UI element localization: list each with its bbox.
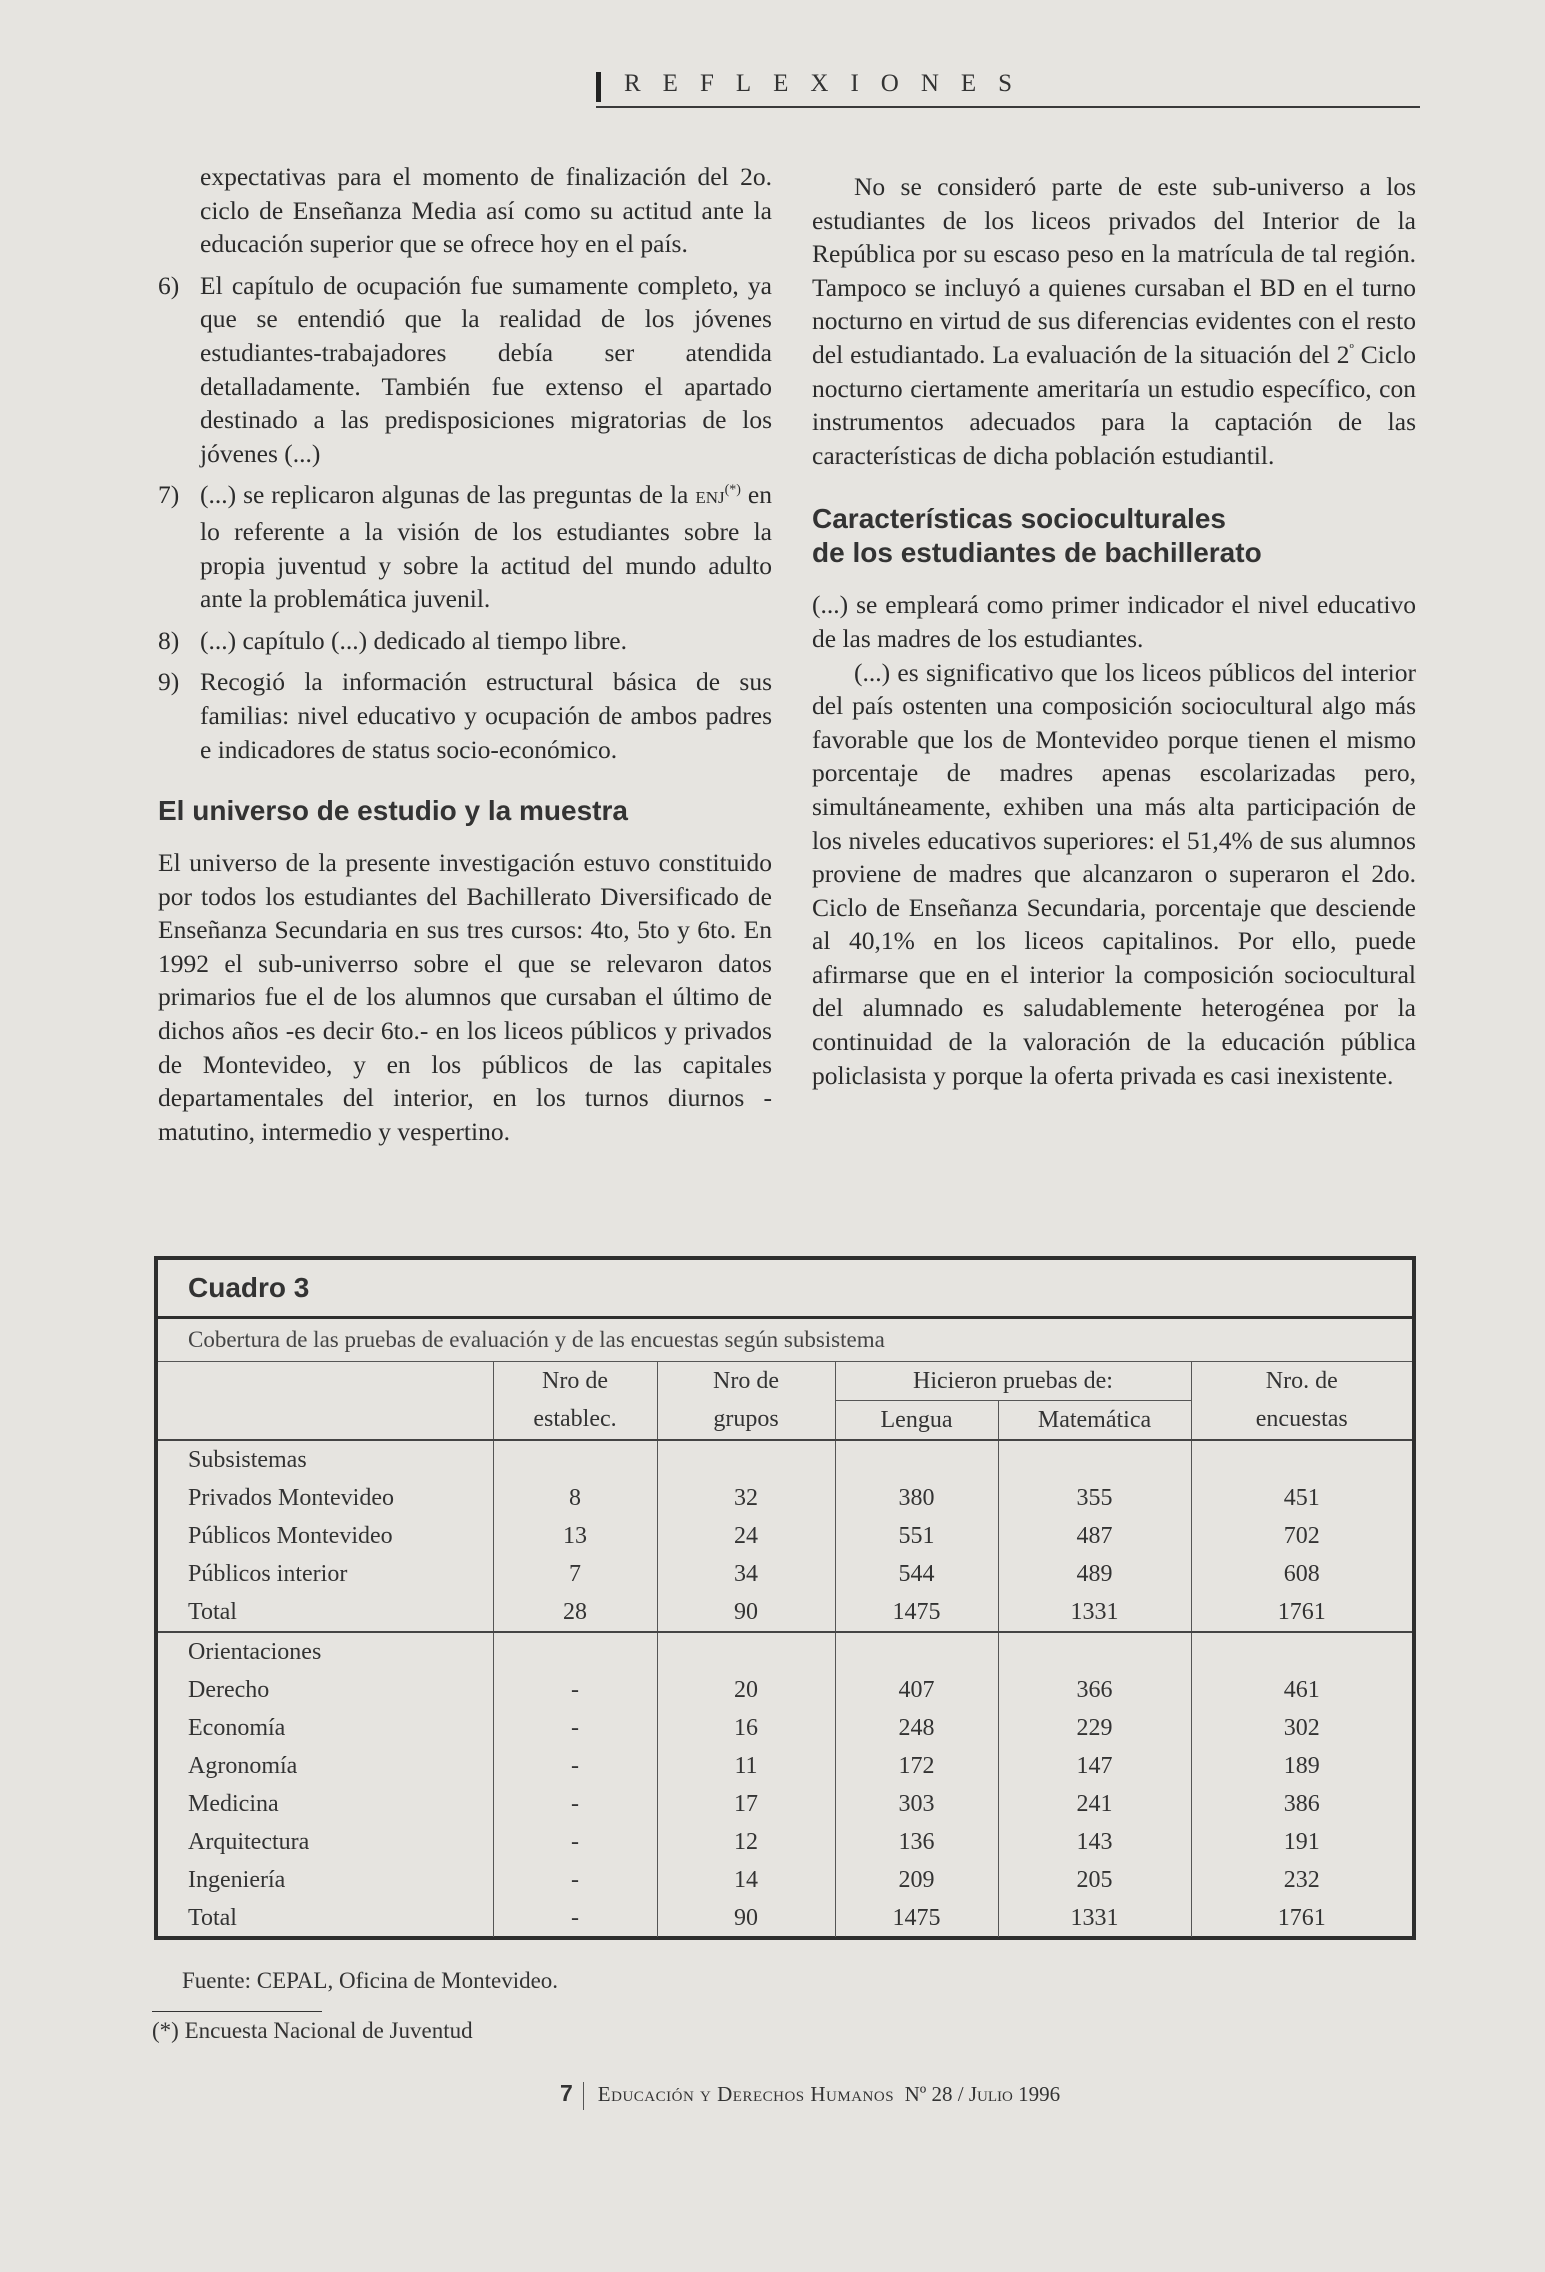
- table-row: [158, 1671, 1412, 1709]
- header-nro-grupos-2: grupos: [657, 1401, 835, 1441]
- list-item-7: [158, 478, 772, 615]
- table-cell: 303: [835, 1785, 998, 1823]
- group-orientaciones: [158, 1632, 1412, 1937]
- table-row: [158, 1555, 1412, 1593]
- table-subtitle: Cobertura de las pruebas de evaluación y de las encuestas según subsistema: [158, 1319, 1412, 1362]
- table-cell: 380: [835, 1479, 998, 1517]
- table-header-row-1: [158, 1362, 1412, 1401]
- table-cell: 12: [657, 1823, 835, 1861]
- table-cell: 241: [998, 1785, 1191, 1823]
- item-text-before: (...) se replicaron algunas de las preguntas de la: [200, 480, 696, 510]
- group-subsistemas: [158, 1440, 1412, 1632]
- table-row: [158, 1861, 1412, 1899]
- table-cell: 1761: [1191, 1593, 1412, 1632]
- table-cell: 461: [1191, 1671, 1412, 1709]
- table-cell: 20: [657, 1671, 835, 1709]
- empty-cell: [1191, 1632, 1412, 1671]
- table-row: [158, 1479, 1412, 1517]
- header-nro-establec-1: Nro de: [493, 1362, 657, 1401]
- item-text: [200, 478, 772, 615]
- table-row: [158, 1747, 1412, 1785]
- table-row: [158, 1899, 1412, 1937]
- coverage-table: [158, 1362, 1412, 1937]
- section-heading-caracteristicas: [812, 502, 1416, 570]
- table-cell: 1331: [998, 1593, 1191, 1632]
- table-cell: 11: [657, 1747, 835, 1785]
- paragraph-text-before: No se consideró parte de este sub-universo a los estudiantes de los liceos privados del Interior de la República por su escaso peso en la matrícula de tal región. Tampoco se incluyó a quienes cursaban el BD en el turno nocturno en virtud de sus diferencias evidentes con el resto del estudiantado. La evaluación de la situación del 2: [812, 172, 1416, 369]
- table-cell: 386: [1191, 1785, 1412, 1823]
- header-matematica: Matemática: [998, 1401, 1191, 1441]
- footnote-rule: [152, 2011, 322, 2012]
- section-heading-universo: El universo de estudio y la muestra: [158, 795, 628, 827]
- empty-cell: [998, 1440, 1191, 1479]
- empty-cell: [1191, 1440, 1412, 1479]
- table-row: [158, 1823, 1412, 1861]
- row-label: Total: [188, 1598, 237, 1625]
- heading-line-2: de los estudiantes de bachillerato: [812, 537, 1262, 569]
- paragraph-subuniverso: [812, 170, 1416, 472]
- table-cell: 7: [493, 1555, 657, 1593]
- running-header: [596, 62, 1420, 108]
- table-cell: 1475: [835, 1593, 998, 1632]
- header-nro-encuestas-1: Nro. de: [1191, 1362, 1412, 1401]
- table-cell: 1761: [1191, 1899, 1412, 1937]
- table-cell: 16: [657, 1709, 835, 1747]
- group-name: Subsistemas: [188, 1446, 307, 1473]
- table-cell: 487: [998, 1517, 1191, 1555]
- header-nro-establec-2: establec.: [493, 1401, 657, 1441]
- list-item-8: [158, 624, 772, 658]
- header-hicieron-pruebas: Hicieron pruebas de:: [835, 1362, 1191, 1401]
- item-text-after: en lo referente a la visión de los estudiantes sobre la propia juventud y sobre la actitud del mundo adulto ante la problemática juvenil.: [200, 480, 772, 614]
- header-nro-encuestas-2: encuestas: [1191, 1401, 1412, 1441]
- table-cell: 189: [1191, 1747, 1412, 1785]
- table-row: [158, 1785, 1412, 1823]
- table-cell: 13: [493, 1517, 657, 1555]
- row-label: Derecho: [188, 1676, 270, 1703]
- empty-cell: [657, 1440, 835, 1479]
- row-label: Agronomía: [188, 1752, 298, 1779]
- table-cell: 451: [1191, 1479, 1412, 1517]
- table-cell: 90: [657, 1899, 835, 1937]
- table-cell: 8: [493, 1479, 657, 1517]
- intro-continuation: expectativas para el momento de finalización del 2o. ciclo de Enseñanza Media así como su actitud ante la educación superior que se ofrece hoy en el país.: [200, 162, 772, 259]
- cuadro-3-table: [154, 1256, 1416, 1940]
- table-cell: 551: [835, 1517, 998, 1555]
- table-cell: 366: [998, 1671, 1191, 1709]
- table-row: [158, 1517, 1412, 1555]
- table-cell: 209: [835, 1861, 998, 1899]
- paragraph-indicador: (...) se empleará como primer indicador el nivel educativo de las madres de los estudiantes.: [812, 590, 1416, 653]
- table-cell: 32: [657, 1479, 835, 1517]
- table-cell: 34: [657, 1555, 835, 1593]
- item-number: 7): [158, 480, 180, 510]
- row-label: Total: [188, 1904, 237, 1931]
- row-label: Economía: [188, 1714, 286, 1741]
- table-cell: -: [493, 1823, 657, 1861]
- page-footer: [560, 2080, 1060, 2110]
- publication-name: Educación y Derechos Humanos: [597, 2082, 895, 2106]
- table-source: Fuente: CEPAL, Oficina de Montevideo.: [182, 1968, 559, 1993]
- table-cell: 28: [493, 1593, 657, 1632]
- table-cell: -: [493, 1709, 657, 1747]
- table-cell: -: [493, 1899, 657, 1937]
- table-cell: 355: [998, 1479, 1191, 1517]
- item-number: 8): [158, 625, 180, 655]
- table-cell: 136: [835, 1823, 998, 1861]
- list-item-6: [158, 269, 772, 471]
- page-number: 7: [560, 2080, 573, 2106]
- empty-cell: [835, 1440, 998, 1479]
- issue-info: Nº 28 / Julio 1996: [904, 2082, 1061, 2106]
- header-bar: [596, 72, 601, 102]
- empty-cell: [835, 1632, 998, 1671]
- row-label: Públicos interior: [188, 1560, 348, 1587]
- table-cell: 14: [657, 1861, 835, 1899]
- table-cell: -: [493, 1671, 657, 1709]
- table-cell: 544: [835, 1555, 998, 1593]
- table-cell: 702: [1191, 1517, 1412, 1555]
- list-item-9: [158, 665, 772, 766]
- empty-cell: [657, 1632, 835, 1671]
- table-cell: 248: [835, 1709, 998, 1747]
- table-cell: 172: [835, 1747, 998, 1785]
- ordinal-mark: º: [1349, 342, 1354, 358]
- table-cell: 407: [835, 1671, 998, 1709]
- paragraph-text-after: Ciclo nocturno ciertamente ameritaría un estudio específico, con instrumentos adecuados para la captación de las características de dicha población estudiantil.: [812, 339, 1417, 470]
- table-header-row-2: [158, 1401, 1412, 1441]
- right-column: [812, 170, 1416, 1092]
- table-cell: 90: [657, 1593, 835, 1632]
- row-label: Públicos Montevideo: [188, 1522, 393, 1549]
- abbr-enj: ENJ: [695, 488, 725, 508]
- table-cell: 302: [1191, 1709, 1412, 1747]
- paragraph-universo: El universo de la presente investigación estuvo constituido por todos los estudiantes del Bachillerato Diversificado de Enseñanza Secundaria en sus tres cursos: 4to, 5to y 6to. En 1992 el sub-univerrso sobre el que se relevaron datos primarios fue el de los alumnos que cursaban el último de dichos años -es decir 6to.- en los liceos públicos y privados de Montevideo, y en los públicos de las capitales departamentales del interior, en los turnos diurnos -matutino, intermedio y vespertino.: [158, 848, 772, 1146]
- footnote: (*) Encuesta Nacional de Juventud: [152, 2018, 473, 2043]
- table-cell: 1475: [835, 1899, 998, 1937]
- left-column: [158, 160, 772, 1148]
- item-text: Recogió la información estructural básica de sus familias: nivel educativo y ocupación de ambos padres e indicadores de status socio-económico.: [200, 667, 772, 764]
- empty-cell: [493, 1632, 657, 1671]
- heading-line-1: Características socioculturales: [812, 503, 1226, 535]
- table-cell: 608: [1191, 1555, 1412, 1593]
- paragraph-significativo: (...) es significativo que los liceos públicos del interior del país ostenten una composición sociocultural algo más favorable que los de Montevideo porque tienen el mismo porcentaje de madres apenas escolarizadas pero, simultáneamente, exhiben una más alta participación de los niveles educativos superiores: el 51,4% de sus alumnos proviene de madres que alcanzaron o superaron el 2do. Ciclo de Enseñanza Secundaria, porcentaje que desciende al 40,1% en los liceos capitalinos. Por ello, puede afirmarse que en el interior la composición sociocultural del alumnado es saludablemente heterogénea por la continuidad de la valoración de la educación pública policlasista y porque la oferta privada es casi inexistente.: [812, 657, 1416, 1090]
- table-cell: -: [493, 1785, 657, 1823]
- row-label: Arquitectura: [188, 1828, 310, 1855]
- footnote-mark: (*): [724, 482, 741, 498]
- table-cell: 232: [1191, 1861, 1412, 1899]
- row-label: Medicina: [188, 1790, 279, 1817]
- item-number: 9): [158, 667, 180, 697]
- item-number: 6): [158, 270, 180, 300]
- section-title: REFLEXIONES: [624, 70, 1035, 97]
- table-cell: -: [493, 1747, 657, 1785]
- table-cell: 147: [998, 1747, 1191, 1785]
- table-cell: 17: [657, 1785, 835, 1823]
- table-cell: 143: [998, 1823, 1191, 1861]
- table-cell: 24: [657, 1517, 835, 1555]
- header-blank: [158, 1362, 493, 1401]
- table-cell: 205: [998, 1861, 1191, 1899]
- item-text: El capítulo de ocupación fue sumamente completo, ya que se entendió que la realidad de los jóvenes estudiantes-trabajadores debía ser atendida detalladamente. También fue extenso el apartado destinado a las predisposiciones migratorias de los jóvenes (...): [200, 270, 772, 468]
- empty-cell: [998, 1632, 1191, 1671]
- table-cell: 229: [998, 1709, 1191, 1747]
- table-cell: -: [493, 1861, 657, 1899]
- table-cell: 1331: [998, 1899, 1191, 1937]
- table-cell: 489: [998, 1555, 1191, 1593]
- row-label: Ingeniería: [188, 1866, 286, 1893]
- table-row: [158, 1593, 1412, 1632]
- table-cell: 191: [1191, 1823, 1412, 1861]
- header-blank: [158, 1401, 493, 1441]
- group-header-row: [158, 1440, 1412, 1479]
- table-row: [158, 1709, 1412, 1747]
- group-header-row: [158, 1632, 1412, 1671]
- item-text: (...) capítulo (...) dedicado al tiempo libre.: [200, 625, 627, 655]
- empty-cell: [493, 1440, 657, 1479]
- group-name: Orientaciones: [158, 1632, 493, 1671]
- header-nro-grupos-1: Nro de: [657, 1362, 835, 1401]
- table-title: Cuadro 3: [158, 1260, 1412, 1319]
- row-label: Privados Montevideo: [188, 1484, 394, 1511]
- footer-divider: [583, 2082, 584, 2110]
- header-lengua: Lengua: [835, 1401, 998, 1441]
